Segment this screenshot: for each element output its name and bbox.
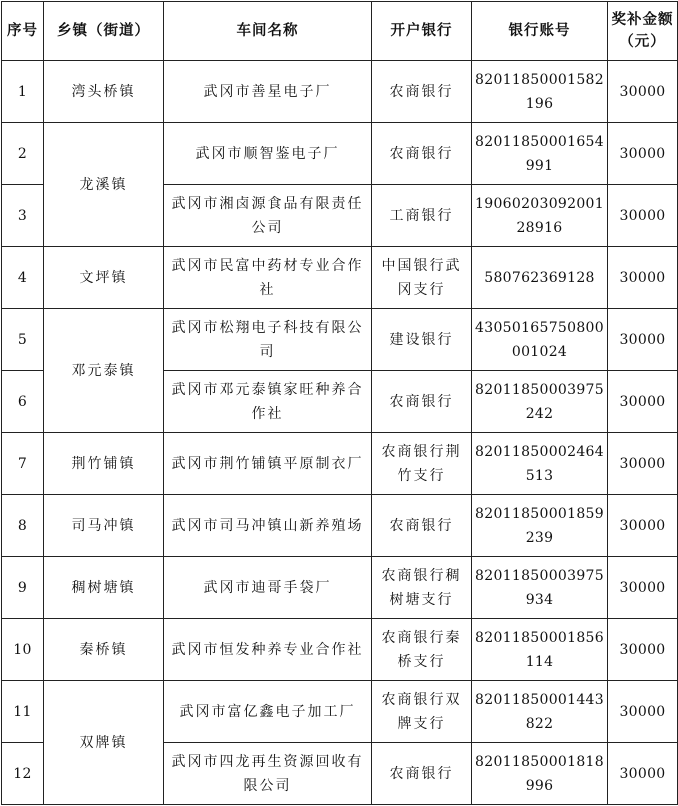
row-bank: 工商银行	[372, 185, 472, 247]
row-bank: 农商银行	[372, 61, 472, 123]
row-bank: 农商银行秦桥支行	[372, 619, 472, 681]
row-account: 82011850003975934	[472, 557, 608, 619]
row-workshop: 武冈市司马冲镇山新养殖场	[164, 495, 372, 557]
row-town: 龙溪镇	[44, 123, 164, 247]
row-workshop: 武冈市恒发种养专业合作社	[164, 619, 372, 681]
row-amount: 30000	[608, 123, 678, 185]
row-workshop: 武冈市四龙再生资源回收有限公司	[164, 743, 372, 805]
row-workshop: 武冈市富亿鑫电子加工厂	[164, 681, 372, 743]
row-amount: 30000	[608, 433, 678, 495]
row-no: 5	[2, 309, 44, 371]
row-town: 邓元泰镇	[44, 309, 164, 433]
table-row	[2, 123, 678, 185]
header-town: 乡镇（街道）	[44, 2, 164, 61]
row-bank: 农商银行	[372, 743, 472, 805]
row-workshop: 武冈市荆竹铺镇平原制衣厂	[164, 433, 372, 495]
row-bank: 建设银行	[372, 309, 472, 371]
table-row	[2, 619, 678, 681]
row-workshop: 武冈市民富中药材专业合作社	[164, 247, 372, 309]
row-town: 稠树塘镇	[44, 557, 164, 619]
row-no: 10	[2, 619, 44, 681]
row-amount: 30000	[608, 681, 678, 743]
row-amount: 30000	[608, 557, 678, 619]
row-amount: 30000	[608, 619, 678, 681]
header-account: 银行账号	[472, 2, 608, 61]
row-no: 8	[2, 495, 44, 557]
header-workshop: 车间名称	[164, 2, 372, 61]
row-bank: 农商银行稠树塘支行	[372, 557, 472, 619]
row-account: 82011850001859239	[472, 495, 608, 557]
row-account: 82011850001818996	[472, 743, 608, 805]
row-workshop: 武冈市顺智鉴电子厂	[164, 123, 372, 185]
row-bank: 农商银行	[372, 123, 472, 185]
row-bank: 农商银行荆竹支行	[372, 433, 472, 495]
row-account: 43050165750800001024	[472, 309, 608, 371]
row-account: 580762369128	[472, 247, 608, 309]
row-bank: 农商银行	[372, 495, 472, 557]
header-bank: 开户银行	[372, 2, 472, 61]
row-account: 82011850001443822	[472, 681, 608, 743]
row-account: 82011850001654991	[472, 123, 608, 185]
row-amount: 30000	[608, 495, 678, 557]
row-town: 荆竹铺镇	[44, 433, 164, 495]
header-no: 序号	[2, 2, 44, 61]
row-amount: 30000	[608, 185, 678, 247]
row-amount: 30000	[608, 309, 678, 371]
table-row	[2, 557, 678, 619]
row-workshop: 武冈市湘卤源食品有限责任公司	[164, 185, 372, 247]
row-no: 1	[2, 61, 44, 123]
row-workshop: 武冈市邓元泰镇家旺种养合作社	[164, 371, 372, 433]
table-row	[2, 61, 678, 123]
row-town: 司马冲镇	[44, 495, 164, 557]
header-amount: 奖补金额（元）	[608, 2, 678, 61]
row-workshop: 武冈市迪哥手袋厂	[164, 557, 372, 619]
table-row	[2, 247, 678, 309]
row-amount: 30000	[608, 61, 678, 123]
row-account: 82011850002464513	[472, 433, 608, 495]
table-row	[2, 309, 678, 371]
row-account: 82011850003975242	[472, 371, 608, 433]
row-amount: 30000	[608, 371, 678, 433]
table-row	[2, 681, 678, 743]
row-bank: 农商银行	[372, 371, 472, 433]
row-no: 7	[2, 433, 44, 495]
row-no: 11	[2, 681, 44, 743]
row-no: 12	[2, 743, 44, 805]
row-no: 2	[2, 123, 44, 185]
row-account: 1906020309200128916	[472, 185, 608, 247]
row-account: 82011850001856114	[472, 619, 608, 681]
row-amount: 30000	[608, 743, 678, 805]
row-account: 82011850001582196	[472, 61, 608, 123]
row-town: 双牌镇	[44, 681, 164, 805]
row-workshop: 武冈市善星电子厂	[164, 61, 372, 123]
row-no: 6	[2, 371, 44, 433]
table-header-row	[2, 2, 678, 61]
table-row	[2, 433, 678, 495]
row-town: 秦桥镇	[44, 619, 164, 681]
row-no: 4	[2, 247, 44, 309]
table-row	[2, 495, 678, 557]
row-amount: 30000	[608, 247, 678, 309]
subsidy-table	[1, 1, 678, 805]
row-no: 9	[2, 557, 44, 619]
row-bank: 中国银行武冈支行	[372, 247, 472, 309]
row-town: 文坪镇	[44, 247, 164, 309]
row-town: 湾头桥镇	[44, 61, 164, 123]
row-workshop: 武冈市松翔电子科技有限公司	[164, 309, 372, 371]
row-bank: 农商银行双牌支行	[372, 681, 472, 743]
row-no: 3	[2, 185, 44, 247]
